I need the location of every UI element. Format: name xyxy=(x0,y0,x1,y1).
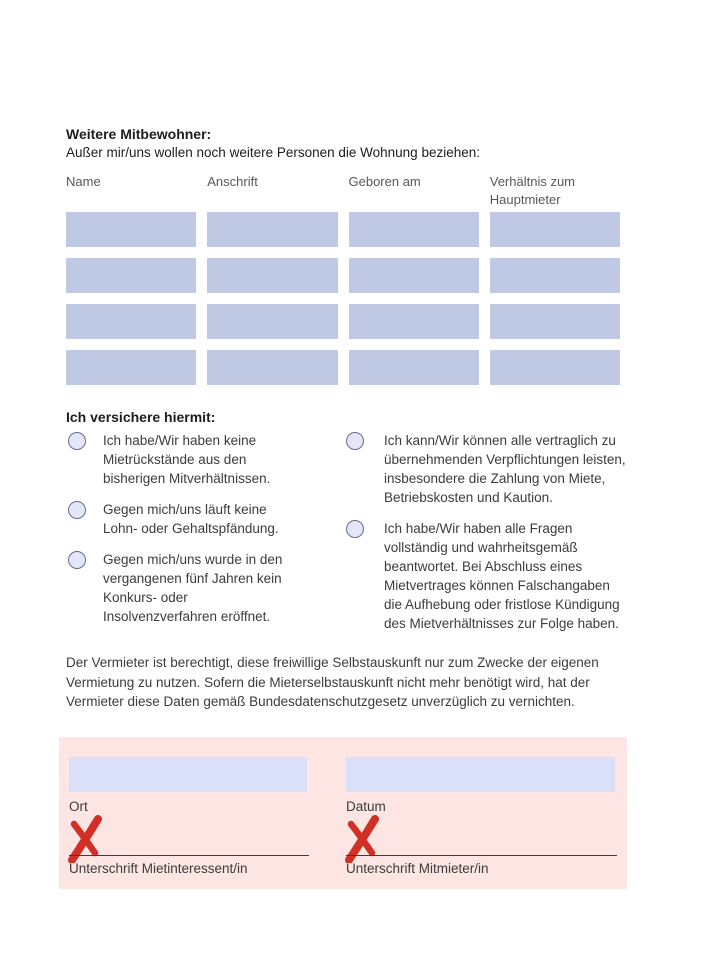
declaration-item-text: Ich habe/Wir haben alle Fragen vollständig und wahrheitsgemäß beantwortet. Bei Abschluss eines Mietvertrages können Falschangaben die Aufhebung oder fristlose Kündigung des Mietverhältnisses zur Folge haben. xyxy=(384,521,620,631)
declaration-item xyxy=(68,431,300,488)
declaration-item xyxy=(346,519,628,633)
ort-input[interactable] xyxy=(69,757,307,792)
co-tenant-anschrift-field[interactable] xyxy=(207,212,337,247)
co-tenant-verhaeltnis-field[interactable] xyxy=(490,350,620,385)
signature-line[interactable] xyxy=(69,855,309,856)
radio-button-icon[interactable] xyxy=(346,432,364,450)
co-tenants-heading: Weitere Mitbewohner: xyxy=(66,126,212,142)
declaration-heading: Ich versichere hiermit: xyxy=(66,409,216,425)
declaration-item xyxy=(68,500,300,538)
privacy-note: Der Vermieter ist berechtigt, diese freiwillige Selbstauskunft nur zum Zwecke der eigenen Vermietung zu nutzen. Sofern die Mieterselbstauskunft nicht mehr benötigt wird, hat der Vermieter diese Daten gemäß Bundesdatenschutzgesetz unverzüglich zu vernichten. xyxy=(66,655,599,709)
co-tenant-name-field[interactable] xyxy=(66,258,196,293)
co-tenant-geboren-field[interactable] xyxy=(349,212,479,247)
declaration-item-text: Gegen mich/uns wurde in den vergangenen fünf Jahren kein Konkurs- oder Insolvenzverfahren eröffnet. xyxy=(103,552,283,624)
declaration-item xyxy=(346,431,628,507)
co-tenant-anschrift-field[interactable] xyxy=(207,304,337,339)
signature-column-applicant xyxy=(69,737,309,889)
co-tenant-verhaeltnis-field[interactable] xyxy=(490,258,620,293)
co-tenants-intro: Außer mir/uns wollen noch weitere Personen die Wohnung beziehen: xyxy=(66,145,480,160)
datum-label: Datum xyxy=(346,799,386,814)
co-tenant-anschrift-field[interactable] xyxy=(207,258,337,293)
signature-box xyxy=(59,737,627,889)
applicant-signature-label: Unterschrift Mietinteressent/in xyxy=(69,861,248,876)
co-tenant-name-field[interactable] xyxy=(66,212,196,247)
signature-line[interactable] xyxy=(346,855,617,856)
co-tenant-verhaeltnis-field[interactable] xyxy=(490,212,620,247)
co-tenant-geboren-field[interactable] xyxy=(349,258,479,293)
co-tenant-geboren-field[interactable] xyxy=(349,350,479,385)
declaration-item-text: Ich kann/Wir können alle vertraglich zu übernehmenden Verpflichtungen leisten, insbesondere die Zahlung von Miete, Betriebskosten und Kaution. xyxy=(384,433,626,505)
co-tenant-geboren-field[interactable] xyxy=(349,304,479,339)
radio-button-icon[interactable] xyxy=(68,501,86,519)
declaration-item-text: Ich habe/Wir haben keine Mietrückstände aus den bisherigen Mitverhältnissen. xyxy=(103,433,271,486)
declaration-column-right xyxy=(346,431,628,633)
declaration-item xyxy=(68,550,300,626)
column-header-name: Name xyxy=(66,174,101,189)
co-tenant-name-field[interactable] xyxy=(66,350,196,385)
radio-button-icon[interactable] xyxy=(68,551,86,569)
co-tenant-name-field[interactable] xyxy=(66,304,196,339)
co-tenants-column-headers xyxy=(66,173,620,209)
declaration-column-left xyxy=(68,431,300,626)
datum-input[interactable] xyxy=(346,757,615,792)
co-tenants-field-grid xyxy=(66,212,620,385)
radio-button-icon[interactable] xyxy=(68,432,86,450)
column-header-geboren-am: Geboren am xyxy=(348,174,421,189)
signature-column-cotenant xyxy=(346,737,617,889)
cotenant-signature-label: Unterschrift Mitmieter/in xyxy=(346,861,489,876)
declaration-item-text: Gegen mich/uns läuft keine Lohn- oder Gehaltspfändung. xyxy=(103,502,279,536)
radio-button-icon[interactable] xyxy=(346,520,364,538)
ort-label: Ort xyxy=(69,799,88,814)
co-tenant-verhaeltnis-field[interactable] xyxy=(490,304,620,339)
column-header-verhaeltnis: Verhältnis zum Hauptmieter xyxy=(489,174,576,207)
co-tenant-anschrift-field[interactable] xyxy=(207,350,337,385)
column-header-anschrift: Anschrift xyxy=(207,174,258,189)
